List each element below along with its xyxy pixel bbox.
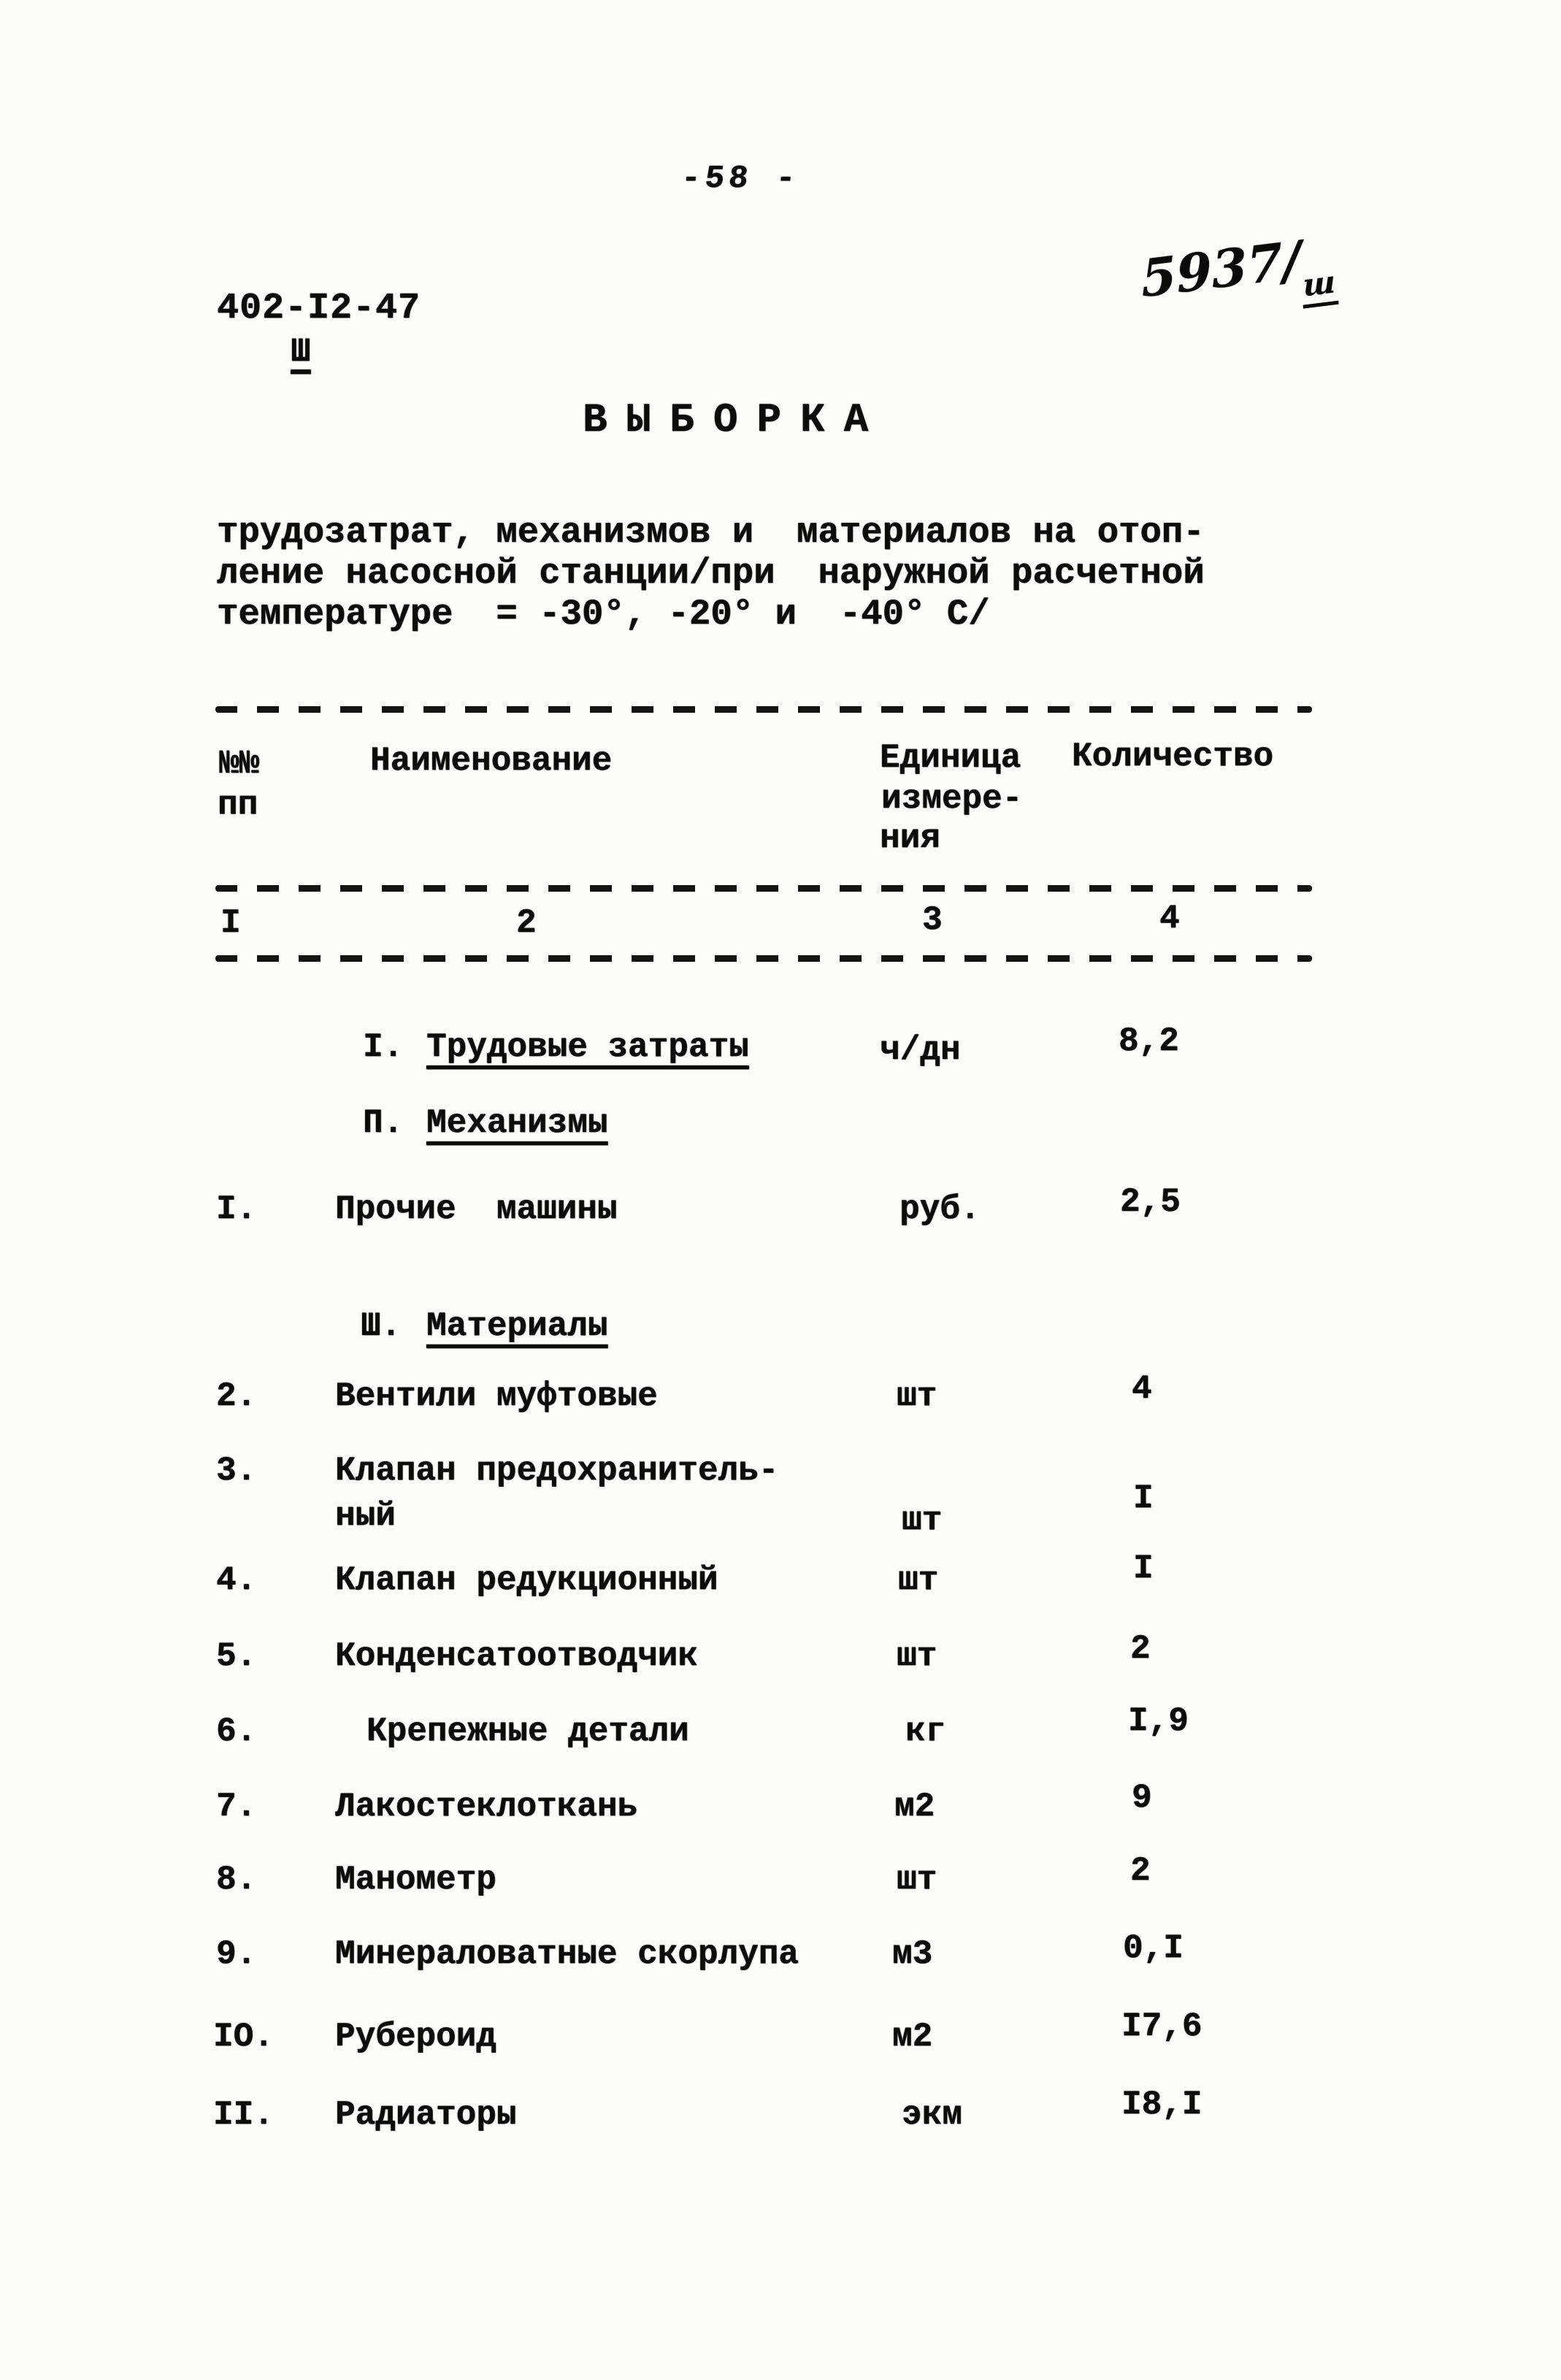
header-col-unit-line3: ния xyxy=(880,819,940,857)
row-quantity: 9 xyxy=(1132,1779,1152,1817)
row-name: Клапан предохранитель- xyxy=(335,1452,779,1490)
page-number: -58 - xyxy=(679,161,802,197)
table-row xyxy=(0,1183,1561,1228)
row-name: Вентили муфтовые xyxy=(335,1377,658,1415)
row-unit: шт xyxy=(897,1861,937,1899)
row-quantity: I8,I xyxy=(1121,2086,1203,2124)
row-unit: м2 xyxy=(894,1788,935,1826)
row-quantity: I xyxy=(1133,1480,1154,1518)
section-number: Ш. xyxy=(361,1307,402,1345)
doc-code-suffix: Ш xyxy=(291,333,311,371)
row-unit: руб. xyxy=(900,1190,981,1228)
table-row xyxy=(0,1929,1561,1973)
row-quantity: 0,I xyxy=(1123,1929,1184,1967)
table-row xyxy=(0,1452,1561,1539)
row-unit: шт xyxy=(897,1637,937,1675)
section-number: I. xyxy=(363,1028,404,1066)
row-name: Минераловатные скорлупа xyxy=(335,1935,799,1973)
row-quantity: I7,6 xyxy=(1121,2008,1203,2046)
row-name: Рубероид xyxy=(335,2018,496,2056)
column-index-3: 3 xyxy=(922,901,943,939)
row-quantity: 2,5 xyxy=(1120,1183,1181,1221)
row-unit: экм xyxy=(902,2096,962,2134)
table-row xyxy=(0,1370,1561,1415)
table-rule-bottom xyxy=(215,955,1312,962)
row-quantity: 4 xyxy=(1132,1370,1152,1408)
header-col-num-line1: №№ xyxy=(219,745,260,783)
section-row-labor xyxy=(0,1022,1561,1069)
header-col-unit-line1: Единица xyxy=(880,739,1021,777)
row-unit: шт xyxy=(897,1377,937,1415)
table-row xyxy=(0,1630,1561,1675)
table-rule-middle xyxy=(215,885,1312,892)
row-number: 4. xyxy=(216,1561,257,1599)
header-col-qty: Количество xyxy=(1072,738,1274,776)
row-number: IO. xyxy=(213,2018,274,2056)
table-rule-top xyxy=(215,706,1312,713)
row-number: 6. xyxy=(216,1713,257,1750)
row-quantity: 2 xyxy=(1130,1630,1151,1668)
handwritten-mark xyxy=(1140,225,1338,310)
section-row-machines xyxy=(0,1104,1561,1142)
column-index-2: 2 xyxy=(516,904,537,942)
section-number: П. xyxy=(363,1104,404,1142)
row-unit: м3 xyxy=(892,1935,933,1973)
row-quantity: I xyxy=(1133,1550,1154,1588)
row-number: I. xyxy=(216,1190,257,1228)
subtitle-line-3: температуре = -30°, -20° и -40° С/ xyxy=(217,594,990,635)
header-col-unit-line2: измере- xyxy=(881,780,1023,818)
row-unit: шт xyxy=(898,1561,939,1599)
row-unit: ч/дн xyxy=(880,1031,961,1069)
row-number: 8. xyxy=(216,1861,257,1899)
table-row xyxy=(0,2086,1561,2134)
page-title: ВЫБОРКА xyxy=(583,397,888,443)
section-title: Трудовые затраты xyxy=(426,1028,749,1066)
subtitle-line-1: трудозатрат, механизмов и материалов на отоп- xyxy=(217,512,1205,553)
subtitle-line-2: ление насосной станции/при наружной расчетной xyxy=(217,553,1205,594)
row-unit: м2 xyxy=(892,2018,933,2056)
row-quantity: 2 xyxy=(1130,1852,1151,1890)
table-row xyxy=(0,1550,1561,1599)
row-quantity: I,9 xyxy=(1128,1702,1189,1740)
row-number: 7. xyxy=(216,1788,257,1826)
section-row-materials xyxy=(0,1307,1561,1345)
column-index-1: I xyxy=(220,904,241,942)
row-unit: кг xyxy=(905,1713,946,1750)
section-title: Механизмы xyxy=(426,1104,608,1142)
column-index-4: 4 xyxy=(1159,900,1180,938)
row-name: Крепежные детали xyxy=(367,1713,689,1750)
doc-code: 402-I2-47 xyxy=(217,288,421,329)
row-number: 9. xyxy=(216,1935,257,1973)
section-title: Материалы xyxy=(426,1307,608,1345)
row-number: 3. xyxy=(216,1452,257,1490)
row-name: Манометр xyxy=(335,1861,496,1899)
row-name: Клапан редукционный xyxy=(335,1561,718,1599)
row-name: Радиаторы xyxy=(335,2096,517,2134)
table-row xyxy=(0,2008,1561,2056)
row-name: Прочие машины xyxy=(335,1190,618,1228)
row-name: Лакостеклоткань xyxy=(335,1788,638,1826)
header-col-num-line2: пп xyxy=(218,786,258,824)
row-number: 5. xyxy=(216,1637,257,1675)
row-name-line2: ный xyxy=(335,1497,396,1535)
row-number: 2. xyxy=(216,1377,257,1415)
row-number: II. xyxy=(213,2096,274,2134)
row-name: Конденсатоотводчик xyxy=(335,1637,698,1675)
handwritten-suffix: ш xyxy=(1301,264,1338,309)
handwritten-number: 5937/ xyxy=(1139,229,1303,310)
row-quantity: 8,2 xyxy=(1119,1022,1179,1060)
row-unit: шт xyxy=(902,1501,943,1539)
header-col-name: Наименование xyxy=(370,742,613,780)
